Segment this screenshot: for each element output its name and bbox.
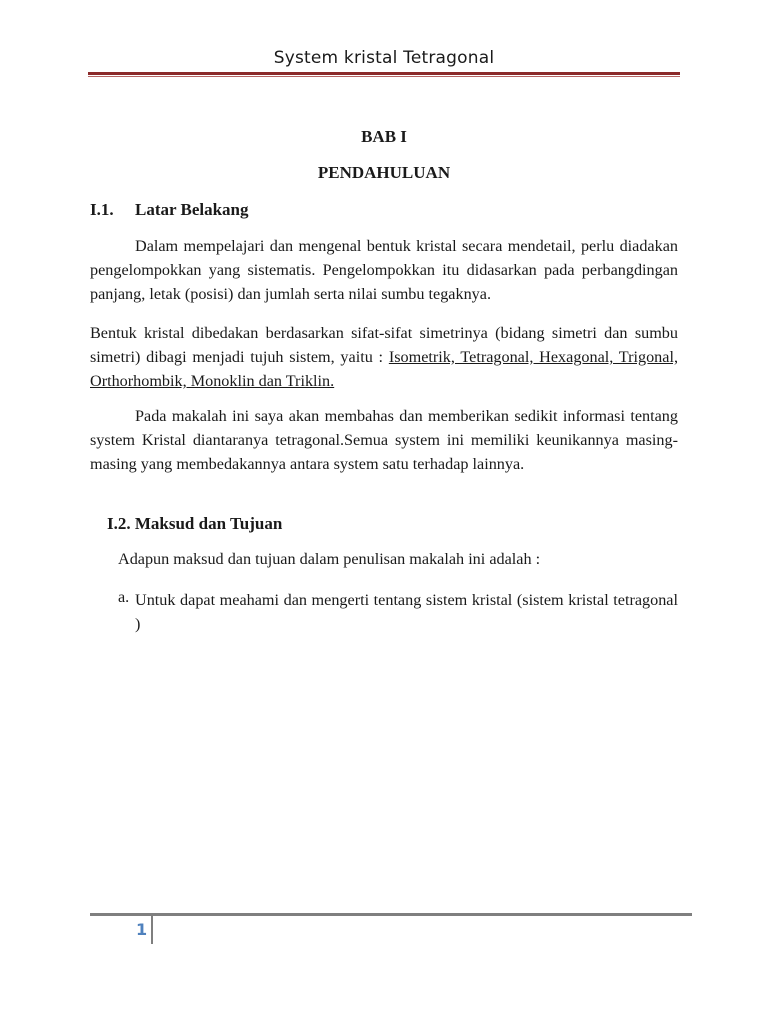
chapter-label: BAB I (361, 127, 407, 146)
section-number: I.1. (90, 200, 114, 219)
footer-separator (151, 916, 153, 944)
section-2-intro: Adapun maksud dan tujuan dalam penulisan makalah ini adalah : (118, 550, 541, 568)
paragraph-background-2 (90, 321, 678, 393)
list-item-marker: a. (118, 588, 130, 606)
section-2-title: I.2. Maksud dan Tujuan (107, 514, 283, 533)
paragraph-background-3: Pada makalah ini saya akan membahas dan memberikan sedikit informasi tentang system Kristal diantaranya tetragonal.Semua system ini memiliki keunikannya masing-masing yang membedakannya antara system satu terhadap lainnya. (90, 407, 678, 473)
section-title: Latar Belakang (135, 200, 249, 219)
chapter-title: PENDAHULUAN (317, 163, 451, 182)
header-rule (88, 72, 680, 75)
underlined-crystal-systems: Isometrik, Tetragonal, Hexagonal, Trigonal, Orthorhombik, Monoklin dan Triklin. (90, 348, 679, 390)
paragraph-background-1: Dalam mempelajari dan mengenal bentuk kristal secara mendetail, perlu diadakan pengelompokkan yang sistematis. Pengelompokkan itu didasarkan pada perbangdingan panjang, letak (posisi) dan jumlah serta nilai sumbu tegaknya. (90, 237, 678, 303)
header-rule-thin (88, 76, 680, 77)
list-item: Untuk dapat meahami dan mengerti tentang sistem kristal (sistem kristal tetragonal ) (135, 591, 678, 633)
paragraph-text: Bentuk kristal dibedakan berdasarkan sifat-sifat simetrinya (bidang simetri dan sumbu simetri) dibagi menjadi tujuh sistem, yaitu : (90, 324, 678, 366)
running-header-title: System kristal Tetragonal (273, 48, 495, 68)
page-number: 1 (136, 920, 148, 939)
footer-rule (90, 913, 692, 916)
